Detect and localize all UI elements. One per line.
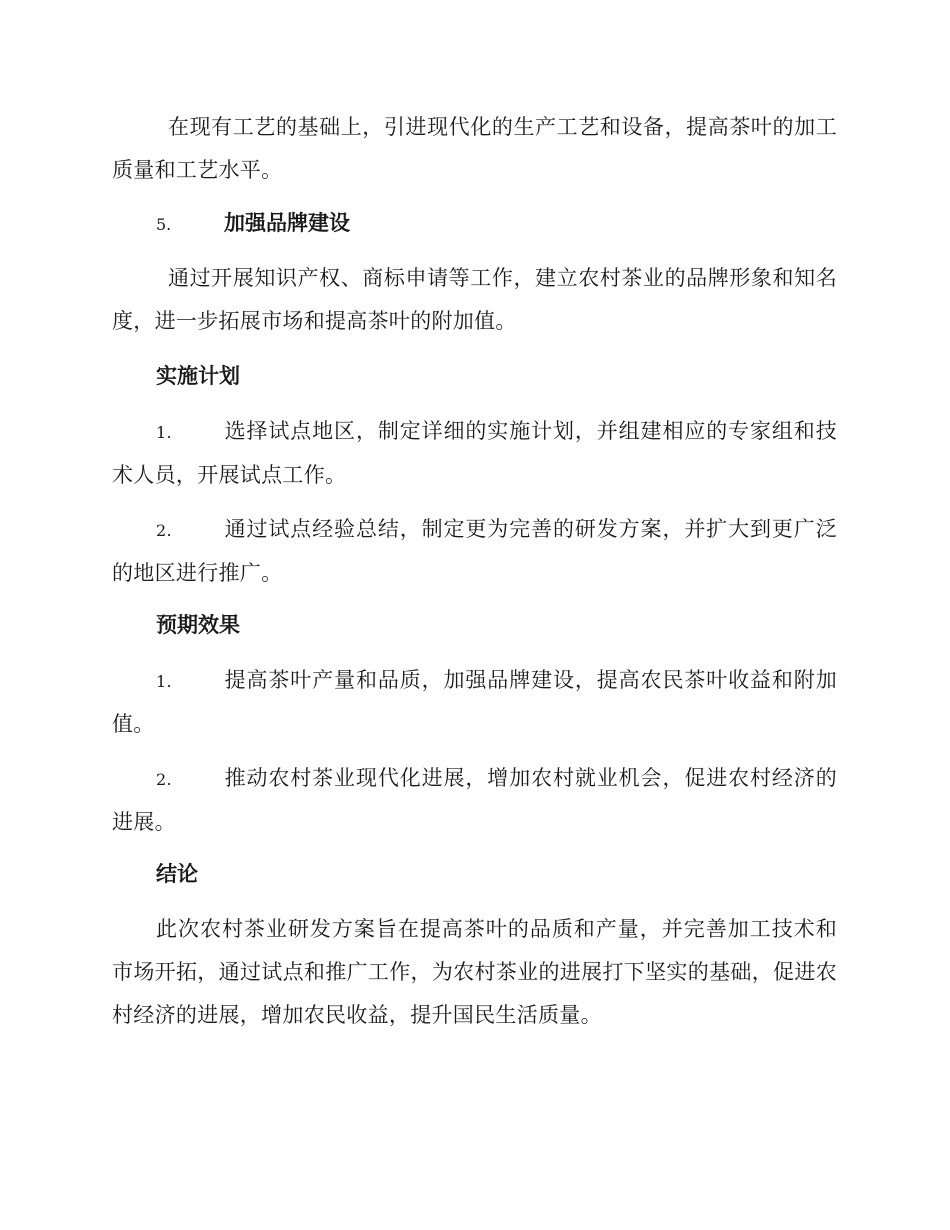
effects-item-2-text: 推动农村茶业现代化进展，增加农村就业机会，促进农村经济的进展。 (112, 766, 837, 834)
implementation-heading: 实施计划 (156, 364, 240, 388)
conclusion-body: 此次农村茶业研发方案旨在提高茶叶的品质和产量，并完善加工技术和市场开拓，通过试点和推广工作，为农村茶业的进展打下坚实的基础，促进农村经济的进展，增加农民收益，提升国民生活质量。 (112, 917, 837, 1027)
implementation-item-2-text: 通过试点经验总结，制定更为完善的研发方案，并扩大到更广泛的地区进行推广。 (112, 517, 837, 585)
intro-paragraph: 在现有工艺的基础上，引进现代化的生产工艺和设备，提高茶叶的加工质量和工艺水平。 (112, 115, 837, 182)
section-5-number: 5. (156, 215, 172, 234)
expected-effects-heading: 预期效果 (156, 613, 240, 637)
implementation-item-2-number: 2. (156, 521, 172, 540)
section-5-body: 通过开展知识产权、商标申请等工作，建立农村茶业的品牌形象和知名度，进一步拓展市场和提高茶叶的附加值。 (112, 266, 837, 333)
effects-item-1-number: 1. (156, 672, 172, 691)
implementation-item-1-number: 1. (156, 423, 172, 442)
effects-item-1 (112, 659, 837, 746)
conclusion-heading: 结论 (156, 862, 198, 886)
implementation-item-1-text: 选择试点地区，制定详细的实施计划，并组建相应的专家组和技术人员，开展试点工作。 (112, 419, 837, 487)
implementation-item-1 (112, 410, 837, 497)
section-5-heading (156, 208, 350, 240)
effects-item-1-text: 提高茶叶产量和品质，加强品牌建设，提高农民茶叶收益和附加值。 (112, 668, 837, 736)
effects-item-2-number: 2. (156, 770, 172, 789)
implementation-item-2 (112, 508, 837, 595)
section-5-title: 加强品牌建设 (224, 211, 350, 235)
effects-item-2 (112, 757, 837, 844)
